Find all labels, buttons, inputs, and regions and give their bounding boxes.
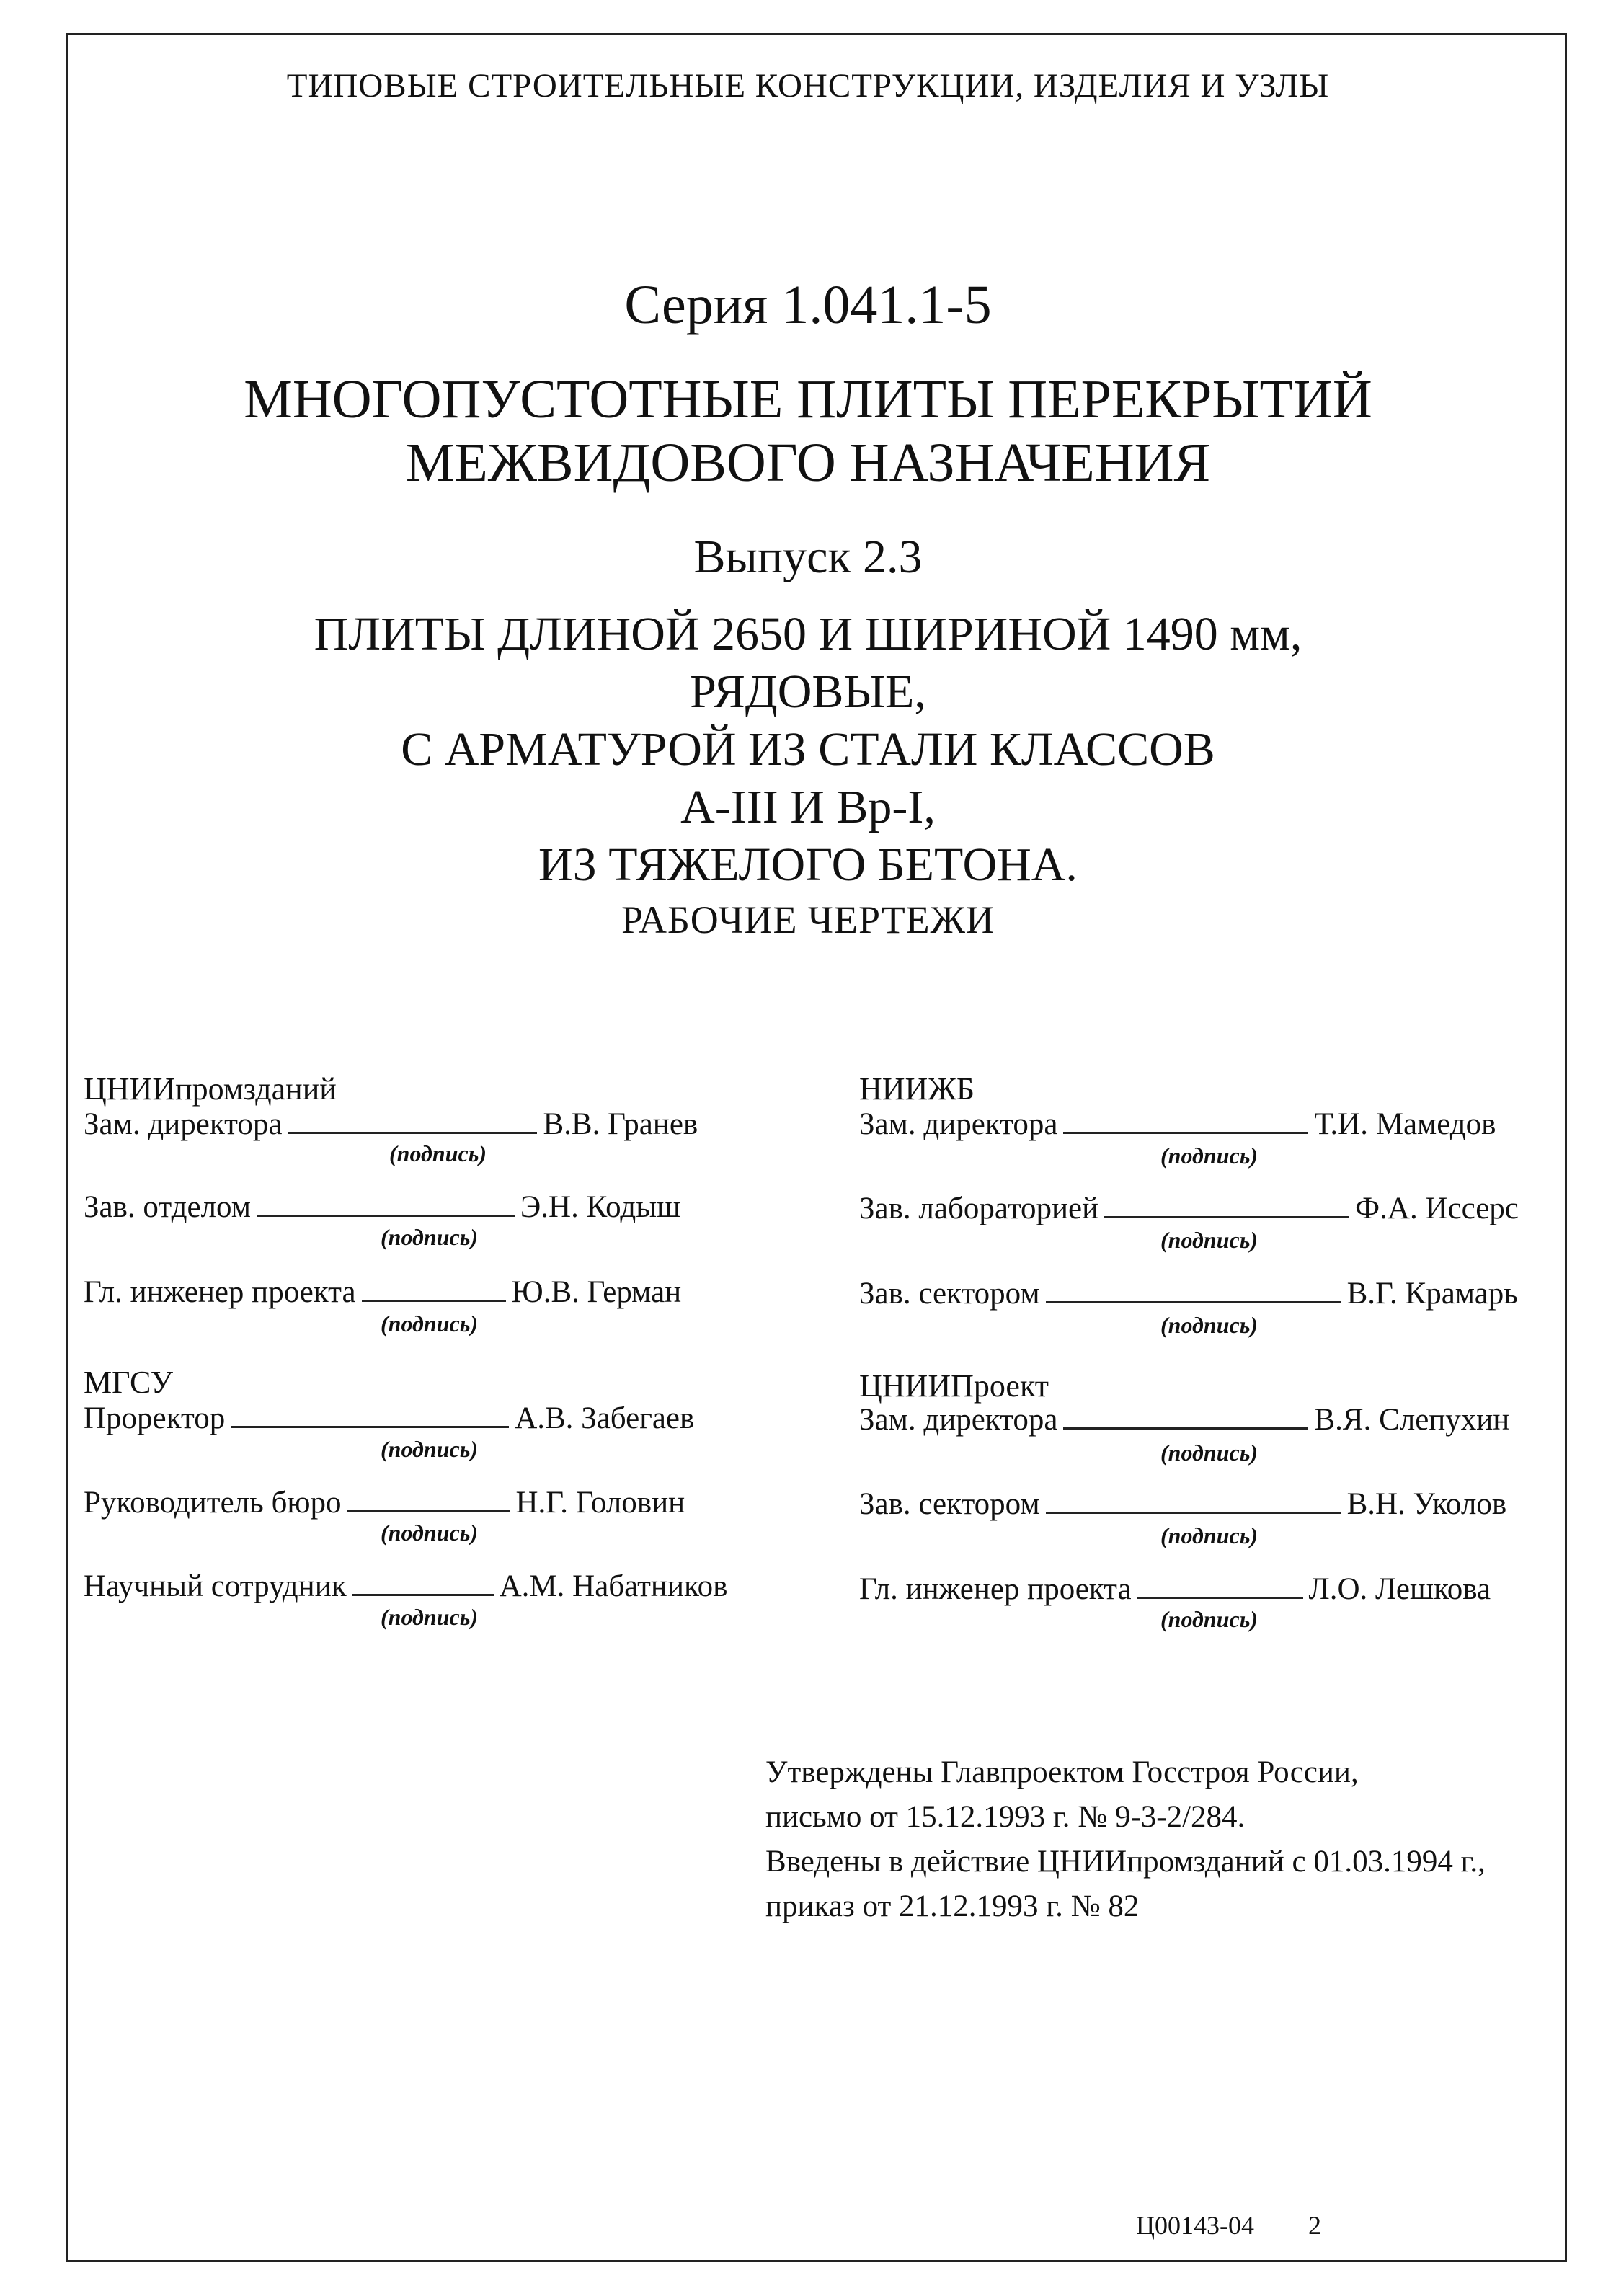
header-line: ТИПОВЫЕ СТРОИТЕЛЬНЫЕ КОНСТРУКЦИИ, ИЗДЕЛИЯ И УЗЛЫ [286, 67, 1330, 105]
signature-role: Зам. директора [859, 1403, 1058, 1437]
signature-row [859, 1402, 1509, 1437]
signature-name: В.Н. Уколов [1346, 1487, 1507, 1521]
signature-line [288, 1131, 537, 1134]
signature-role: Зав. сектором [859, 1487, 1040, 1521]
approval-line-4: приказ от 21.12.1993 г. № 82 [765, 1889, 1140, 1923]
approval-block [765, 1750, 1486, 1929]
signature-row [84, 1569, 727, 1604]
subtitle-line-4: А-III И Вр-I, [680, 781, 936, 833]
signature-row [84, 1275, 681, 1310]
signature-row [859, 1276, 1518, 1311]
signature-name: Л.О. Лешкова [1308, 1572, 1491, 1606]
approval-line-3: Введены в действие ЦНИИпромзданий с 01.03.1994 г., [765, 1845, 1486, 1879]
subtitle [0, 606, 1616, 894]
page-number: 2 [1308, 2211, 1321, 2240]
signature-role: Зав. отделом [84, 1190, 251, 1224]
signature-hint: (подпись) [381, 1520, 478, 1546]
signature-name: В.Г. Крамарь [1346, 1277, 1518, 1311]
signature-hint: (подпись) [381, 1604, 478, 1630]
signature-row [859, 1107, 1496, 1142]
signature-name: Т.И. Мамедов [1314, 1107, 1496, 1141]
signature-role: Гл. инженер проекта [859, 1572, 1132, 1606]
signature-row [859, 1572, 1491, 1607]
signature-role: Зам. директора [84, 1107, 283, 1141]
left-org-cniipromzdaniy: ЦНИИпромзданий [84, 1071, 337, 1107]
signature-hint: (подпись) [1160, 1440, 1258, 1466]
signature-role: Руководитель бюро [84, 1486, 342, 1520]
signature-line [1063, 1131, 1308, 1134]
signature-name: Э.Н. Кодыш [520, 1190, 681, 1224]
signature-row [84, 1485, 685, 1520]
series-title: Серия 1.041.1-5 [624, 275, 992, 335]
signature-line [347, 1510, 510, 1512]
signature-line [352, 1593, 494, 1596]
signature-role: Гл. инженер проекта [84, 1275, 356, 1309]
signature-name: А.М. Набатников [499, 1569, 728, 1603]
subtitle-line-1: ПЛИТЫ ДЛИНОЙ 2650 И ШИРИНОЙ 1490 мм, [314, 608, 1302, 660]
signature-line [1046, 1511, 1341, 1514]
signature-name: Ю.В. Герман [511, 1275, 682, 1309]
signature-line [362, 1299, 506, 1302]
signature-line [1104, 1215, 1349, 1218]
signature-line [257, 1214, 515, 1217]
approval-line-2: письмо от 15.12.1993 г. № 9-3-2/284. [765, 1800, 1246, 1834]
signature-name: В.В. Гранев [543, 1107, 698, 1141]
signature-hint: (подпись) [381, 1224, 478, 1250]
signature-hint: (подпись) [1160, 1312, 1258, 1338]
issue-number: Выпуск 2.3 [693, 531, 923, 583]
subtitle-line-2: РЯДОВЫЕ, [690, 665, 926, 718]
approval-line-1: Утверждены Главпроектом Госстроя России, [765, 1755, 1359, 1789]
signature-row [84, 1401, 694, 1436]
signature-line [1063, 1427, 1308, 1430]
signature-name: В.Я. Слепухин [1314, 1403, 1510, 1437]
title-line-2: МЕЖВИДОВОГО НАЗНАЧЕНИЯ [405, 433, 1211, 493]
signature-role: Зав. сектором [859, 1277, 1040, 1311]
signature-name: Ф.А. Иссерс [1355, 1192, 1519, 1225]
right-org-niizhb: НИИЖБ [859, 1071, 975, 1107]
work-drawings-label: РАБОЧИЕ ЧЕРТЕЖИ [621, 898, 995, 941]
signature-hint: (подпись) [1160, 1227, 1258, 1253]
subtitle-line-5: ИЗ ТЯЖЕЛОГО БЕТОНА. [538, 838, 1078, 891]
signature-hint: (подпись) [1160, 1143, 1258, 1169]
signature-role: Зав. лабораторией [859, 1192, 1099, 1225]
signature-line [231, 1425, 509, 1428]
signature-hint: (подпись) [381, 1311, 478, 1337]
signature-role: Зам. директора [859, 1107, 1058, 1141]
signature-row [84, 1189, 680, 1225]
signature-row [859, 1486, 1506, 1522]
subtitle-line-3: С АРМАТУРОЙ ИЗ СТАЛИ КЛАССОВ [401, 723, 1215, 776]
signature-hint: (подпись) [1160, 1522, 1258, 1548]
signature-line [1046, 1300, 1341, 1303]
signature-role: Научный сотрудник [84, 1569, 347, 1603]
signature-name: А.В. Забегаев [515, 1401, 695, 1435]
document-title [0, 368, 1616, 495]
signature-name: Н.Г. Головин [515, 1486, 685, 1520]
right-org-cniiproekt: ЦНИИПроект [859, 1368, 1049, 1404]
signature-role: Проректор [84, 1401, 226, 1435]
document-code: Ц00143-04 [1136, 2211, 1254, 2240]
signature-line [1137, 1596, 1303, 1599]
signature-hint: (подпись) [1160, 1606, 1258, 1632]
signature-hint: (подпись) [389, 1140, 487, 1166]
title-line-1: МНОГОПУСТОТНЫЕ ПЛИТЫ ПЕРЕКРЫТИЙ [244, 369, 1372, 430]
signature-row [84, 1107, 698, 1142]
signature-hint: (подпись) [381, 1436, 478, 1462]
left-org-mgsu: МГСУ [84, 1365, 173, 1400]
signature-row [859, 1191, 1519, 1226]
